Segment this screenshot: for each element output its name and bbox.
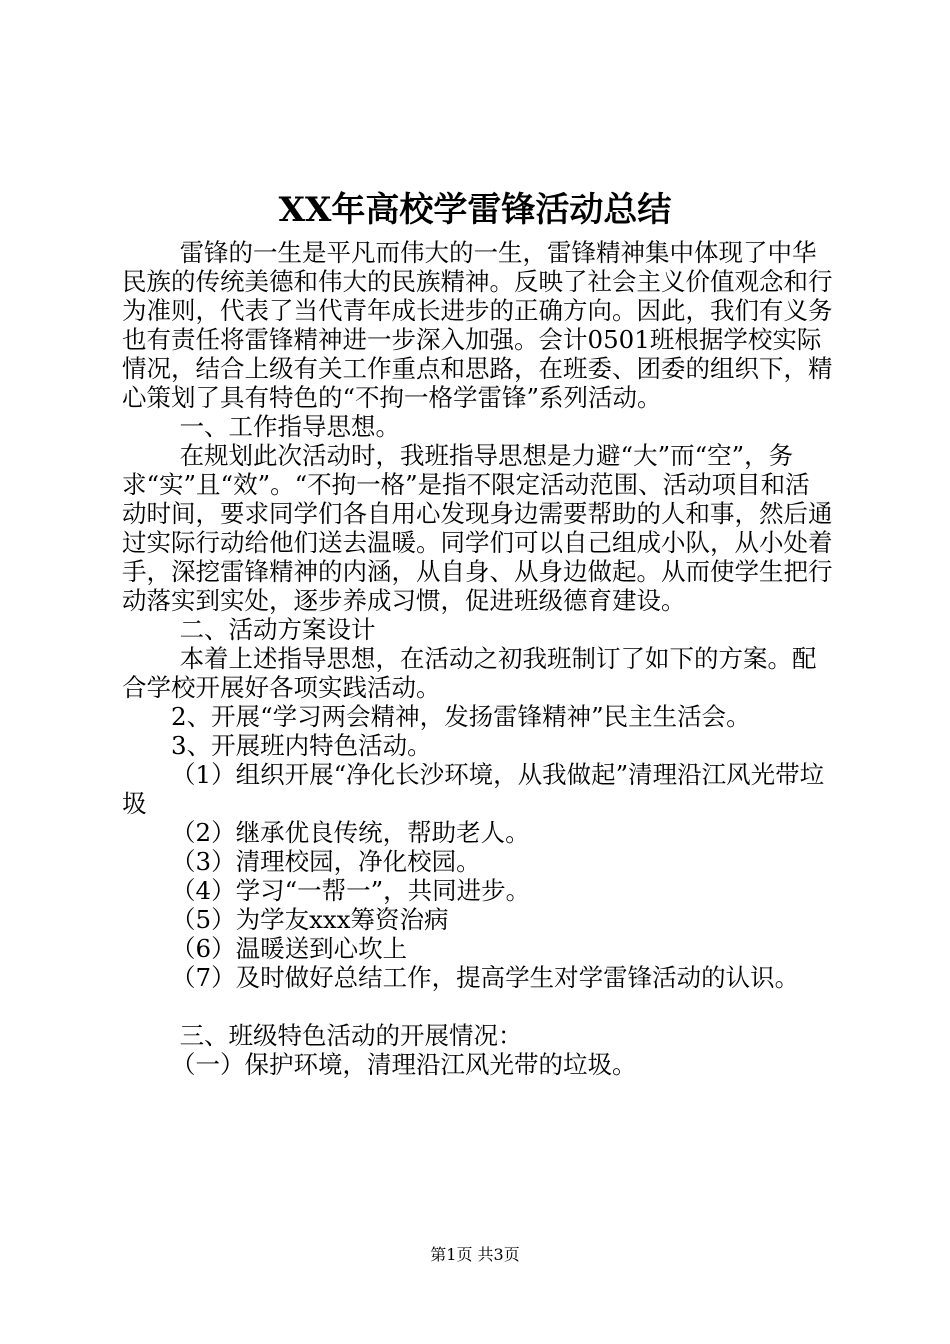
activity-item-1: （1）组织开展“净化长沙环境，从我做起”清理沿江风光带垃圾 xyxy=(122,760,825,818)
intro-paragraph: 雷锋的一生是平凡而伟大的一生，雷锋精神集中体现了中华民族的传统美德和伟大的民族精神。反映了社会主义价值观念和行为准则，代表了当代青年成长进步的正确方向。因此，我们有义务也有责任将雷锋精神进一步深入加强。会计0501班根据学校实际情况，结合上级有关工作重点和思路，在班委、团委的组织下，精心策划了具有特色的“不拘一格学雷锋”系列活动。 xyxy=(122,238,833,412)
activity-item-6: （6）温暖送到心坎上 xyxy=(171,934,408,963)
section-heading-1: 一、工作指导思想。 xyxy=(179,412,401,441)
section-heading-2: 二、活动方案设计 xyxy=(179,615,376,644)
activity-item-2: （2）继承优良传统，帮助老人。 xyxy=(171,818,530,847)
plan-item-2: 2、开展“学习两会精神，发扬雷锋精神”民主生活会。 xyxy=(171,702,751,731)
plan-item-3: 3、开展班内特色活动。 xyxy=(171,731,432,760)
plan-paragraph: 本着上述指导思想，在活动之初我班制订了如下的方案。配合学校开展好各项实践活动。 xyxy=(122,644,817,702)
activity-item-7: （7）及时做好总结工作，提高学生对学雷锋活动的认识。 xyxy=(171,963,800,992)
section-heading-3: 三、班级特色活动的开展情况： xyxy=(179,1021,523,1050)
activity-item-4: （4）学习“一帮一”，共同进步。 xyxy=(171,876,531,905)
activity-item-3: （3）清理校园，净化校园。 xyxy=(171,847,481,876)
page-number-footer: 第1页 共3页 xyxy=(430,1245,520,1264)
document-body xyxy=(122,238,834,1079)
document-title: XX年高校学雷锋活动总结 xyxy=(278,190,672,230)
activity-item-5: （5）为学友xxx筹资治病 xyxy=(171,905,449,934)
blank-line xyxy=(122,992,834,1021)
guiding-idea-paragraph: 在规划此次活动时，我班指导思想是力避“大”而“空”，务求“实”且“效”。“不拘一格”是指不限定活动范围、活动项目和活动时间，要求同学们各自用心发现身边需要帮助的人和事，然后通过实际行动给他们送去温暖。同学们可以自己组成小队，从小处着手，深挖雷锋精神的内涵，从自身、从身边做起。从而使学生把行动落实到实处，逐步养成习惯，促进班级德育建设。 xyxy=(122,441,833,615)
subsection-heading-1: （一）保护环境，清理沿江风光带的垃圾。 xyxy=(171,1050,637,1079)
